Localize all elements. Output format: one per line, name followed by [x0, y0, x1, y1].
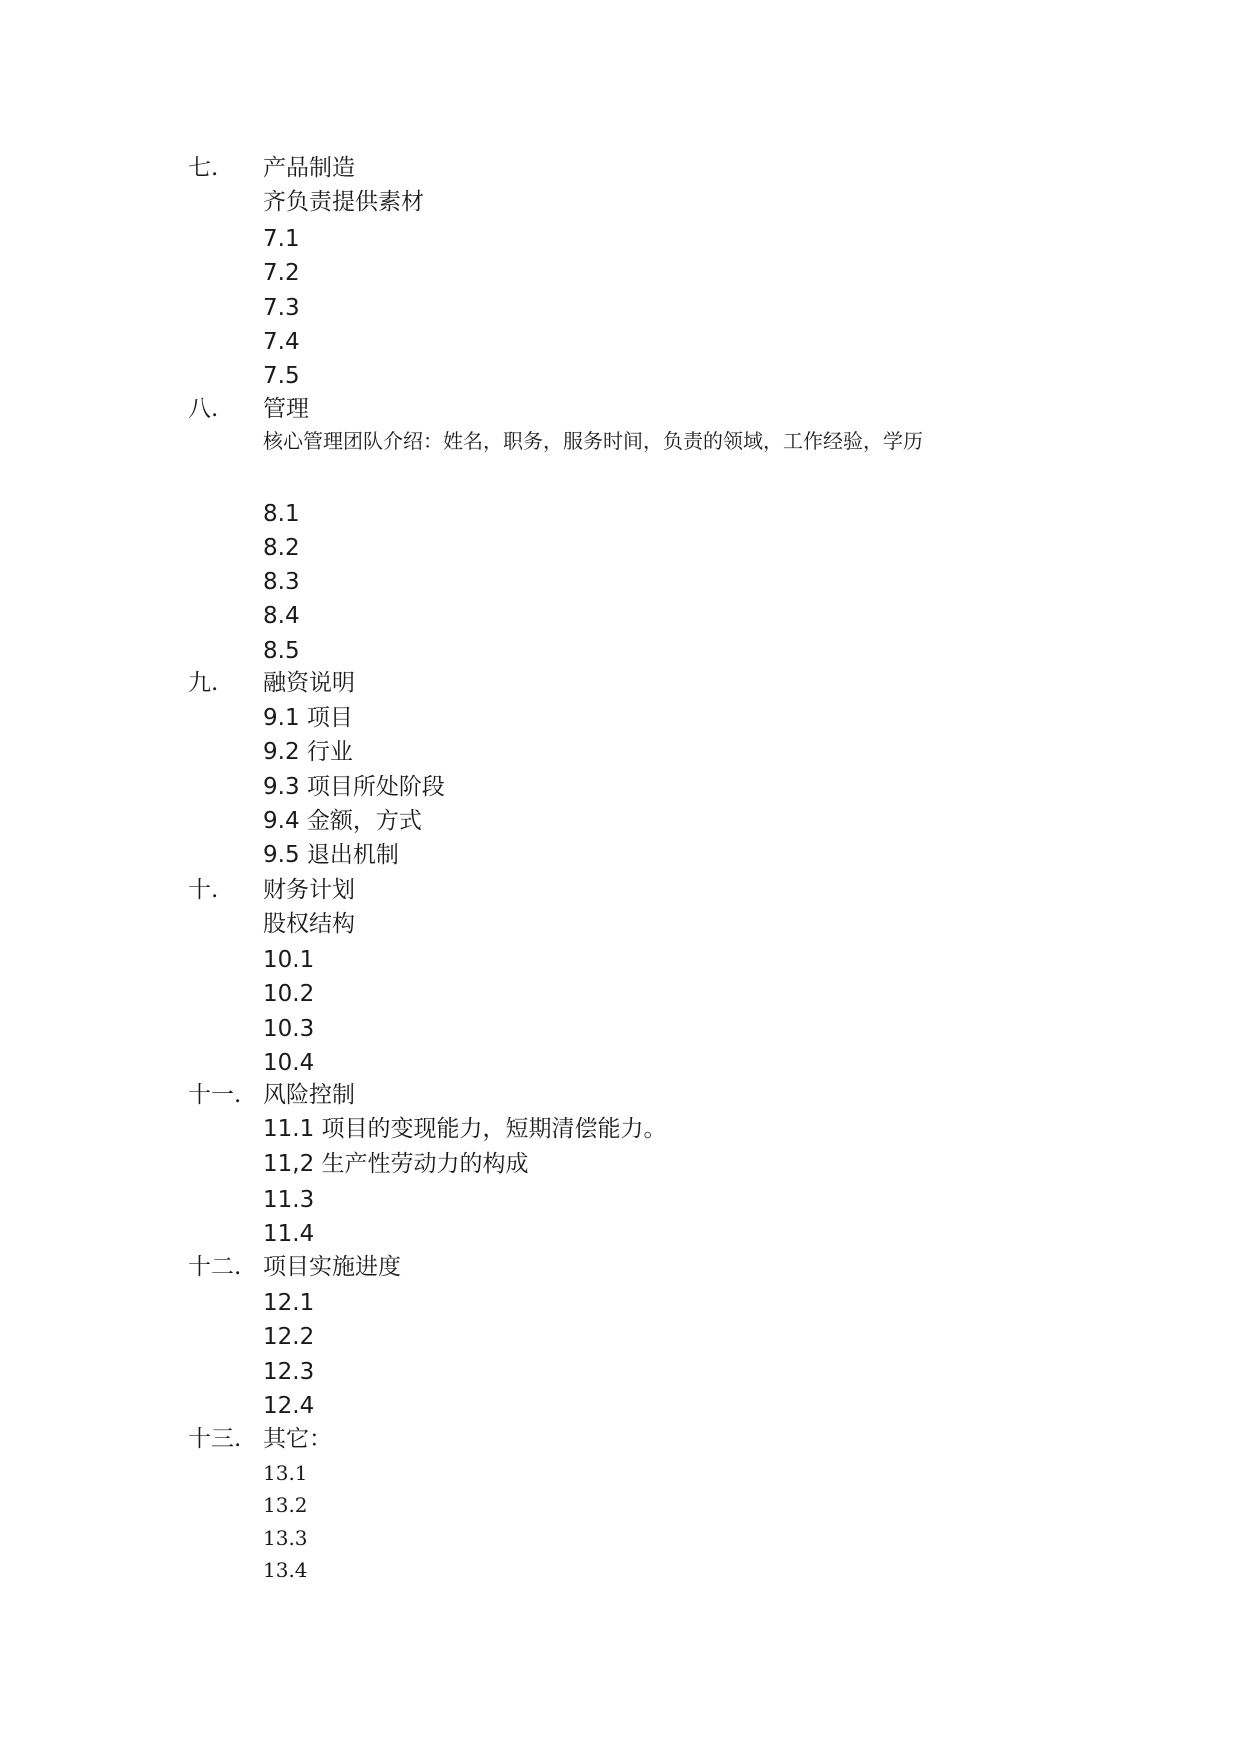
list-item: 13.3 [263, 1526, 308, 1550]
section-title: 融资说明 [263, 670, 355, 696]
list-item: 8.4 [263, 603, 300, 629]
section-title: 风险控制 [263, 1082, 355, 1108]
list-item: 12.2 [263, 1324, 315, 1350]
list-item: 7.4 [263, 329, 300, 355]
section-title: 项目实施进度 [263, 1254, 401, 1280]
section-number: 十. [188, 877, 219, 903]
section-title: 产品制造 [263, 155, 355, 181]
section-number: 七. [188, 155, 219, 181]
list-item: 10.3 [263, 1016, 315, 1042]
list-item: 10.1 [263, 947, 315, 973]
list-item: 9.1 项目 [263, 705, 353, 731]
list-item: 13.4 [263, 1558, 308, 1582]
list-item: 13.2 [263, 1493, 308, 1517]
section-title: 财务计划 [263, 877, 355, 903]
list-item: 8.1 [263, 501, 300, 527]
list-item: 9.2 行业 [263, 739, 353, 765]
list-item: 8.5 [263, 638, 300, 664]
list-item: 13.1 [263, 1461, 308, 1485]
list-item: 12.4 [263, 1393, 315, 1419]
list-item: 7.5 [263, 363, 300, 389]
list-item: 11,2 生产性劳动力的构成 [263, 1151, 529, 1177]
list-item: 9.4 金额，方式 [263, 808, 422, 834]
section-number: 十三. [188, 1426, 242, 1452]
list-item: 股权结构 [263, 911, 355, 937]
section-number: 十一. [188, 1082, 242, 1108]
list-item: 11.3 [263, 1187, 315, 1213]
section-number: 八. [188, 396, 219, 422]
list-item: 9.5 退出机制 [263, 842, 399, 868]
list-item: 11.1 项目的变现能力，短期清偿能力。 [263, 1116, 667, 1142]
list-item: 8.3 [263, 569, 300, 595]
list-item: 7.1 [263, 226, 300, 252]
list-item: 11.4 [263, 1221, 315, 1247]
list-item: 12.3 [263, 1359, 315, 1385]
list-item: 10.4 [263, 1050, 315, 1076]
section-intro: 核心管理团队介绍：姓名，职务，服务时间，负责的领域，工作经验，学历 [263, 429, 923, 453]
list-item: 10.2 [263, 981, 315, 1007]
list-item: 8.2 [263, 535, 300, 561]
list-item: 7.2 [263, 260, 300, 286]
section-title: 管理 [263, 396, 309, 422]
section-number: 十二. [188, 1254, 242, 1280]
section-number: 九. [188, 670, 219, 696]
list-item: 7.3 [263, 295, 300, 321]
section-title: 其它： [263, 1426, 332, 1452]
list-item: 9.3 项目所处阶段 [263, 774, 445, 800]
list-item: 12.1 [263, 1290, 315, 1316]
list-item: 齐负责提供素材 [263, 189, 424, 215]
